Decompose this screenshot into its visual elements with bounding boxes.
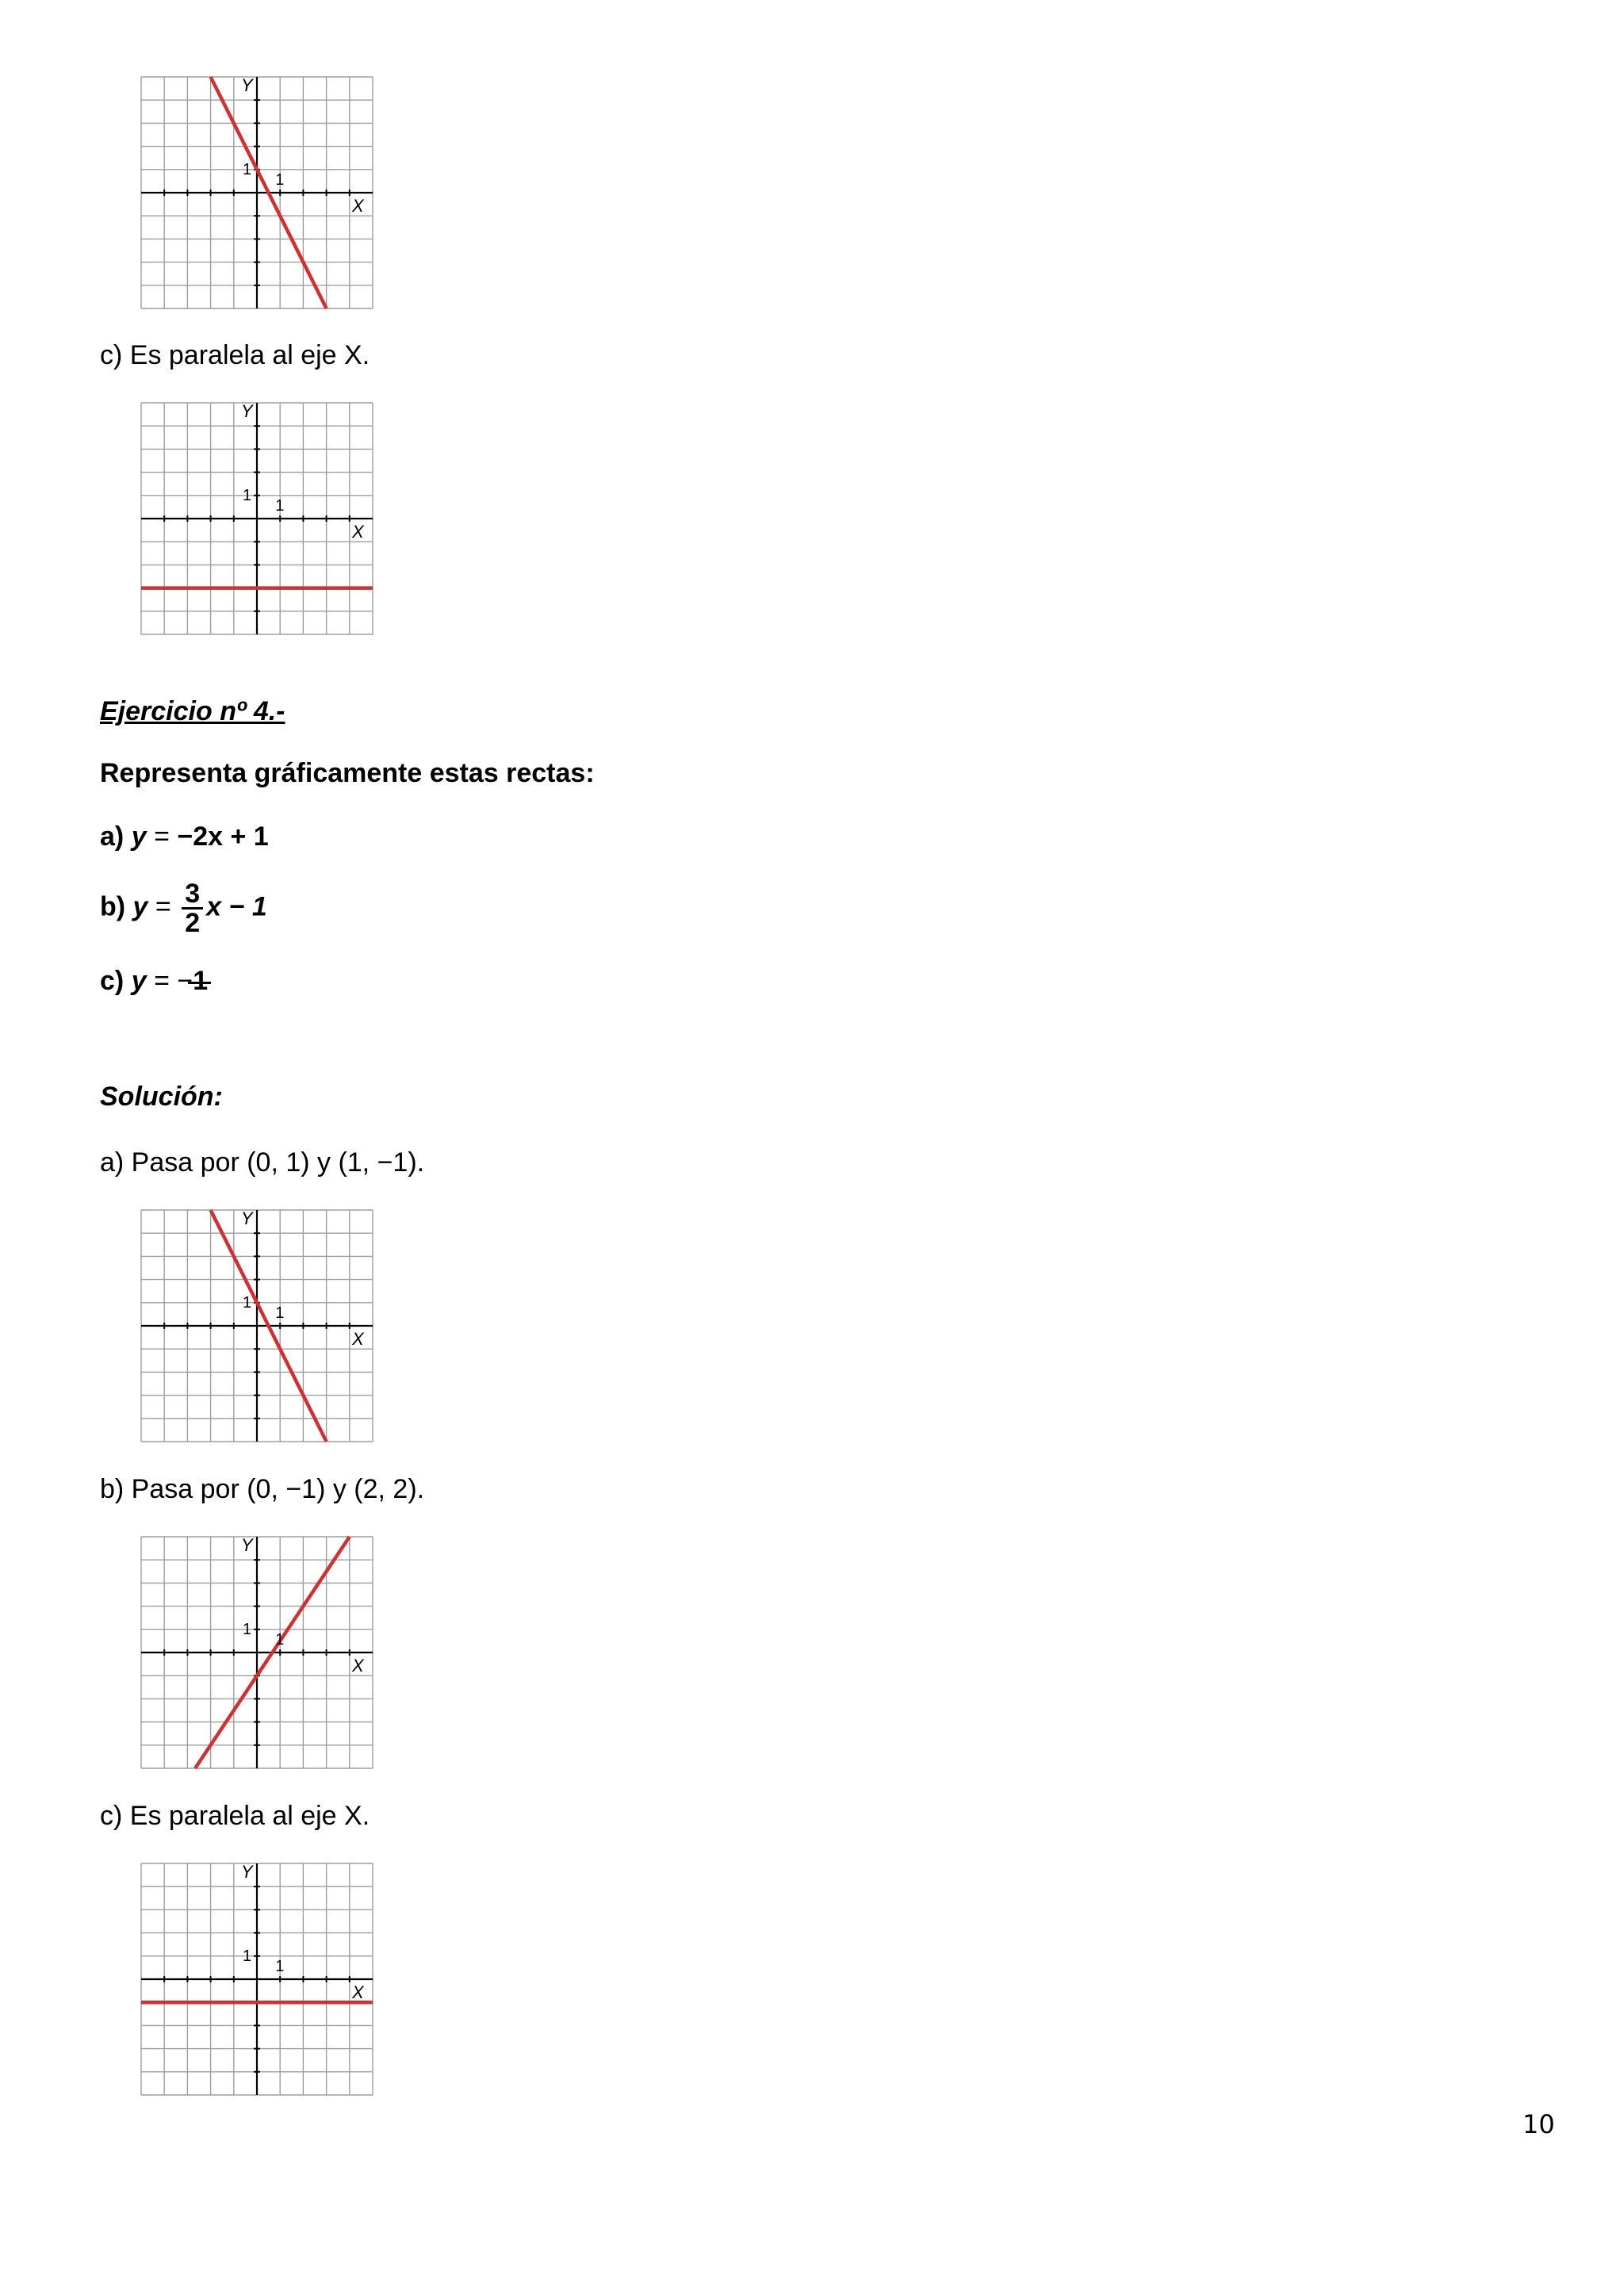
x-axis-label: X: [352, 196, 364, 216]
x-tick-label: 1: [275, 497, 285, 515]
c-parallel-text-2: c) Es paralela al eje X.: [100, 1801, 370, 1831]
struck-one: 1: [193, 966, 209, 996]
equation-b: b) y = $\frac{3}{2}$ x − 1: [100, 879, 267, 938]
page-number: 10: [1522, 2109, 1555, 2139]
graph-top-a: [141, 77, 373, 308]
equation-a: a) y = −2x + 1: [100, 821, 269, 852]
x-tick-label: 1: [275, 1304, 285, 1322]
y-tick-label: 1: [243, 1620, 252, 1638]
y-tick-label: 1: [243, 1293, 252, 1312]
graph-sol-c: [141, 1863, 373, 2095]
equation-c: c) y = −1: [100, 966, 209, 996]
solution-heading: Solución:: [100, 1082, 223, 1112]
y-axis-label: Y: [241, 401, 253, 421]
y-tick-label: 1: [243, 1947, 252, 1965]
graph-sol-a: [141, 1210, 373, 1442]
x-axis-label: X: [352, 522, 364, 542]
y-axis-label: Y: [241, 75, 253, 95]
solution-a-text: a) Pasa por (0, 1) y (1, −1).: [100, 1147, 425, 1178]
fraction-three-halves: $\frac{3}{2}$: [182, 880, 203, 936]
y-tick-label: 1: [243, 486, 252, 504]
x-tick-label: 1: [275, 171, 285, 189]
x-axis-label: X: [352, 1982, 364, 2002]
graph-sol-b: [141, 1537, 373, 1768]
y-axis-label: Y: [241, 1862, 253, 1882]
x-axis-label: X: [352, 1329, 364, 1349]
instruction-text: Representa gráficamente estas rectas:: [100, 758, 595, 788]
c-parallel-text-1: c) Es paralela al eje X.: [100, 340, 370, 370]
graph-top-c: [141, 403, 373, 634]
x-tick-label: 1: [275, 1631, 285, 1649]
x-tick-label: 1: [275, 1958, 285, 1975]
y-axis-label: Y: [241, 1535, 253, 1555]
y-axis-label: Y: [241, 1208, 253, 1228]
x-axis-label: X: [352, 1656, 364, 1676]
exercise-heading: Ejercicio nº 4.-: [100, 696, 285, 726]
solution-b-text: b) Pasa por (0, −1) y (2, 2).: [100, 1474, 425, 1504]
y-tick-label: 1: [243, 160, 252, 178]
